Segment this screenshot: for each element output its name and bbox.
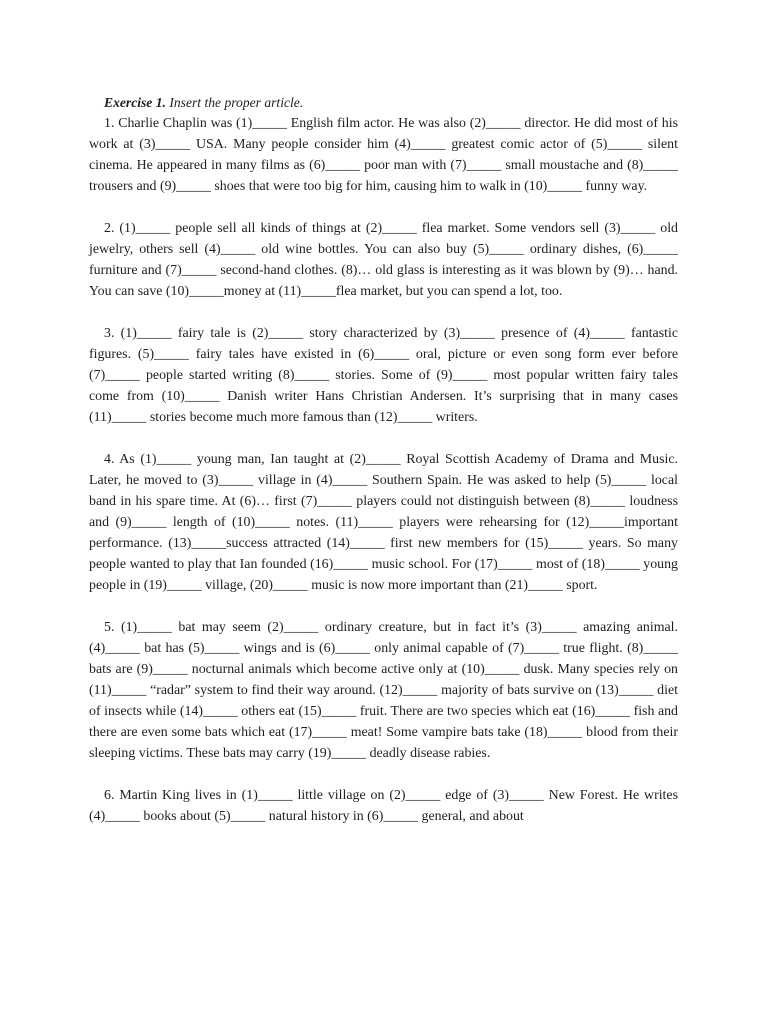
paragraph-4: 4. As (1)_____ young man, Ian taught at (2)_____ Royal Scottish Academy of Drama and Music. Later, he moved to (3)_____ village in (4)_____ Southern Spain. He was asked to help (5)_____ local band in his spare time. At (6)… first (7)_____ players could not distinguish between (8)_____ loudness and (9)_____ length of (10)_____ notes. (11)_____ players were rehearsing for (12)_____important performance. (13)_____success attracted (14)_____ first new members for (15)_____ years. So many people wanted to play that Ian founded (16)_____ music school. For (17)_____ most of (18)_____ young people in (19)_____ village, (20)_____ music is now more important than (21)_____ sport. [89, 452, 678, 593]
paragraph-2: 2. (1)_____ people sell all kinds of things at (2)_____ flea market. Some vendors sell (3)_____ old jewelry, others sell (4)_____ old wine bottles. You can also buy (5)_____ ordinary dishes, (6)_____ furniture and (7)_____ second-hand clothes. (8)… old glass is interesting as it was blown by (9)… hand. You can save (10)_____money at (11)_____flea market, but you can spend a lot, too. [89, 221, 678, 299]
paragraph-5: 5. (1)_____ bat may seem (2)_____ ordinary creature, but in fact it’s (3)_____ amazing animal. (4)_____ bat has (5)_____ wings and is (6)_____ only animal capable of (7)_____ true flight. (8)_____ bats are (9)_____ nocturnal animals which become active only at (10)_____ dusk. Many species rely on (11)_____ “radar” system to find their way around. (12)_____ majority of bats survive on (13)_____ diet of insects while (14)_____ others eat (15)_____ fruit. There are two species which eat (16)_____ fish and there are even some bats which eat (17)_____ meat! Some vampire bats take (18)_____ blood from their sleeping victims. These bats may carry (19)_____ deadly disease rabies. [89, 620, 678, 761]
paragraph-1: 1. Charlie Chaplin was (1)_____ English film actor. He was also (2)_____ director. He did most of his work at (3)_____ USA. Many people consider him (4)_____ greatest comic actor of (5)_____ silent cinema. He appeared in many films as (6)_____ poor man with (7)_____ small moustache and (8)_____ trousers and (9)_____ shoes that were too big for him, causing him to walk in (10)_____ funny way. [89, 116, 678, 194]
exercise-label: Exercise 1. [104, 95, 166, 110]
exercise-heading [104, 92, 678, 113]
paragraph-6: 6. Martin King lives in (1)_____ little village on (2)_____ edge of (3)_____ New Forest. He writes (4)_____ books about (5)_____ natural history in (6)_____ general, and about [89, 788, 678, 824]
exercise-instruction: Insert the proper article. [169, 95, 304, 110]
exercise-content [89, 92, 678, 848]
paragraph-3: 3. (1)_____ fairy tale is (2)_____ story characterized by (3)_____ presence of (4)_____ fantastic figures. (5)_____ fairy tales have existed in (6)_____ oral, picture or even song form ever before (7)_____ people started writing (8)_____ stories. Some of (9)_____ most popular written fairy tales come from (10)_____ Danish writer Hans Christian Andersen. It’s surprising that in many cases (11)_____ stories become much more famous than (12)_____ writers. [89, 326, 678, 425]
